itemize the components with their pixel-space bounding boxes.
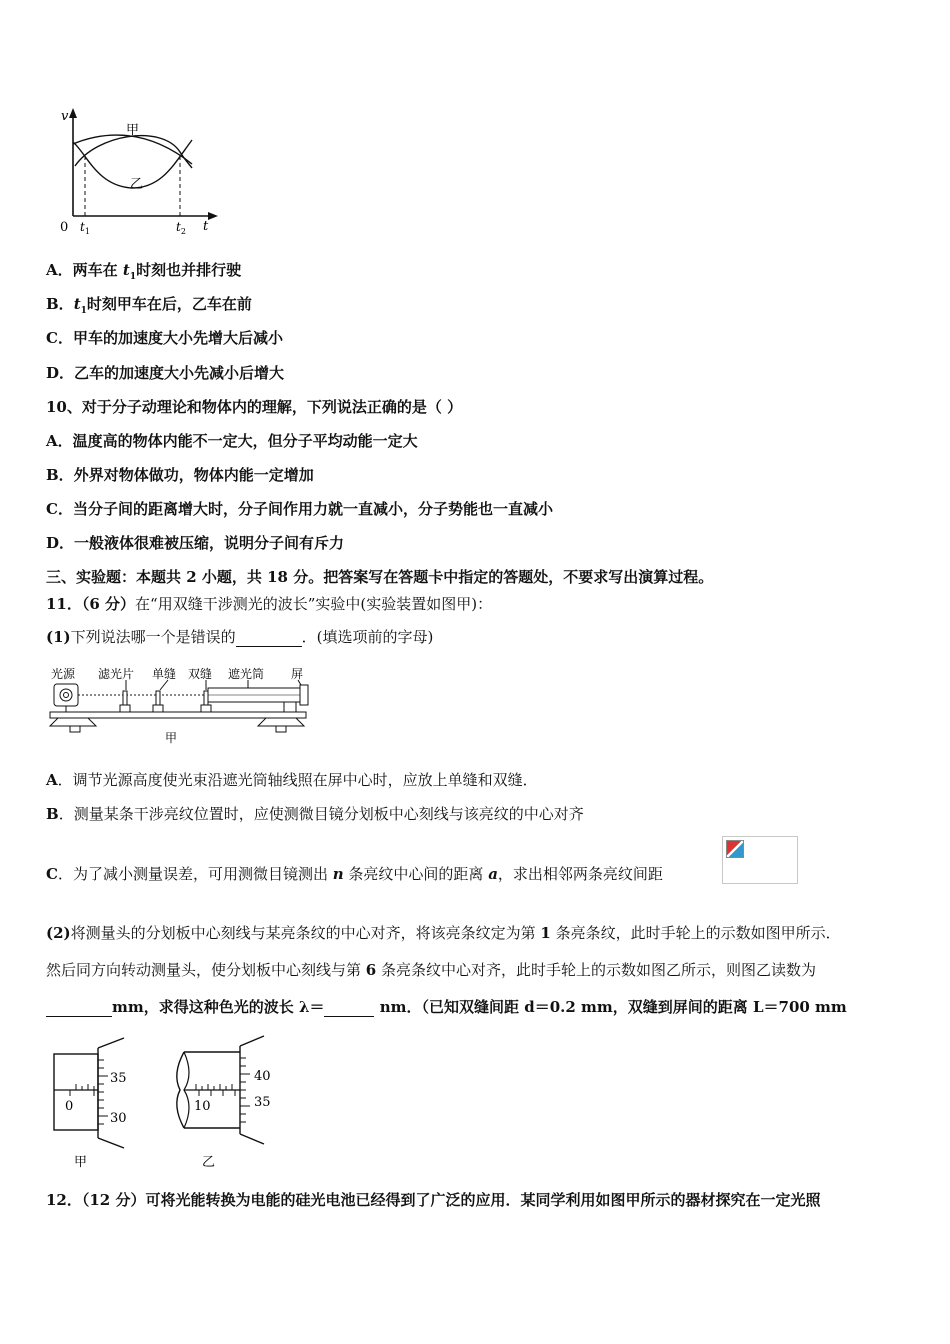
yi-bottom-scale: 35 bbox=[254, 1095, 271, 1110]
graph-v-label: v bbox=[61, 109, 69, 124]
jia-bottom-scale: 30 bbox=[110, 1111, 127, 1126]
q9-option-d: D．乙车的加速度大小先减小后增大 bbox=[46, 364, 285, 382]
q11-part2-line1: (2)将测量头的分划板中心刻线与某亮条纹的中心对齐，将该亮条纹定为第 1 条亮条纹，此时手轮上的示数如图甲所示． bbox=[46, 924, 841, 942]
jia-main-scale: 0 bbox=[65, 1099, 74, 1114]
yi-top-scale: 40 bbox=[254, 1069, 271, 1084]
yi-caption: 乙 bbox=[202, 1155, 216, 1170]
q10-option-b: B．外界对物体做功，物体内能一定增加 bbox=[46, 466, 314, 484]
graph-jia-label: 甲 bbox=[126, 123, 140, 138]
label-double-slit: 双缝 bbox=[188, 667, 213, 681]
micrometer-yi bbox=[170, 1034, 290, 1172]
vt-graph bbox=[52, 104, 232, 239]
q9-option-b: B．$t_1$时刻甲车在后，乙车在前 bbox=[46, 295, 252, 316]
label-single-slit: 单缝 bbox=[152, 667, 177, 681]
graph-t2: $t_2$ bbox=[176, 220, 186, 236]
q9-option-c: C．甲车的加速度大小先增大后减小 bbox=[46, 329, 283, 347]
graph-t-label: t bbox=[203, 219, 209, 234]
q10-option-d: D．一般液体很难被压缩，说明分子间有斥力 bbox=[46, 534, 345, 552]
jia-caption: 甲 bbox=[74, 1155, 88, 1170]
jia-top-scale: 35 bbox=[110, 1071, 127, 1086]
graph-origin: 0 bbox=[60, 220, 69, 235]
q10-option-a: A．温度高的物体内能不一定大，但分子平均动能一定大 bbox=[46, 432, 418, 450]
q9-option-a: A．两车在 $t_1$时刻也并排行驶 bbox=[46, 261, 242, 282]
broken-image bbox=[722, 836, 798, 884]
q11-part1: (1)下列说法哪一个是错误的 ．(填选项前的字母) bbox=[46, 628, 434, 646]
label-light-source: 光源 bbox=[51, 667, 76, 681]
q11-stem: 11．（6 分）在“用双缝干涉测光的波长”实验中(实验装置如图甲)： bbox=[46, 595, 493, 613]
yi-main-scale: 10 bbox=[194, 1099, 211, 1114]
micrometer-jia bbox=[48, 1034, 148, 1172]
label-screen: 屏 bbox=[291, 667, 304, 681]
graph-yi-label: 乙 bbox=[130, 177, 144, 192]
q12-stem: 12．（12 分）可将光能转换为电能的硅光电池已经得到了广泛的应用．某同学利用如图甲所示的器材探究在一定光照 bbox=[46, 1191, 821, 1209]
graph-t1: $t_1$ bbox=[80, 220, 90, 236]
reading-blank bbox=[46, 1001, 112, 1017]
q11-option-b: B．测量某条干涉亮纹位置时，应使测微目镜分划板中心刻线与该亮纹的中心对齐 bbox=[46, 805, 584, 823]
broken-image-icon bbox=[726, 840, 744, 858]
wavelength-blank bbox=[324, 1001, 374, 1017]
q10-option-c: C．当分子间的距离增大时，分子间作用力就一直减小，分子势能也一直减小 bbox=[46, 500, 553, 518]
answer-blank bbox=[236, 631, 302, 647]
q11-option-c: C．为了减小测量误差，可用测微目镜测出 n 条亮纹中心间的距离 a，求出相邻两条亮纹间距 bbox=[46, 865, 663, 883]
q11-part2-line3: mm，求得这种色光的波长 λ＝ nm．（已知双缝间距 d＝0.2 mm，双缝到屏间的距离 L＝700 mm bbox=[46, 997, 847, 1017]
section-3-heading: 三、实验题：本题共 2 小题，共 18 分。把答案写在答题卡中指定的答题处，不要求写出演算过程。 bbox=[46, 568, 714, 586]
q11-part2-line2: 然后同方向转动测量头，使分划板中心刻线与第 6 条亮条纹中心对齐，此时手轮上的示数如图乙所示，则图乙读数为 bbox=[46, 961, 816, 979]
q10-stem: 10、对于分子动理论和物体内的理解，下列说法正确的是（ ） bbox=[46, 398, 463, 416]
apparatus-caption: 甲 bbox=[165, 731, 178, 745]
label-tube: 遮光筒 bbox=[228, 667, 265, 681]
label-filter: 滤光片 bbox=[98, 667, 135, 681]
apparatus-figure bbox=[48, 660, 318, 748]
q11-option-a: A．调节光源高度使光束沿遮光筒轴线照在屏中心时，应放上单缝和双缝． bbox=[46, 771, 538, 789]
